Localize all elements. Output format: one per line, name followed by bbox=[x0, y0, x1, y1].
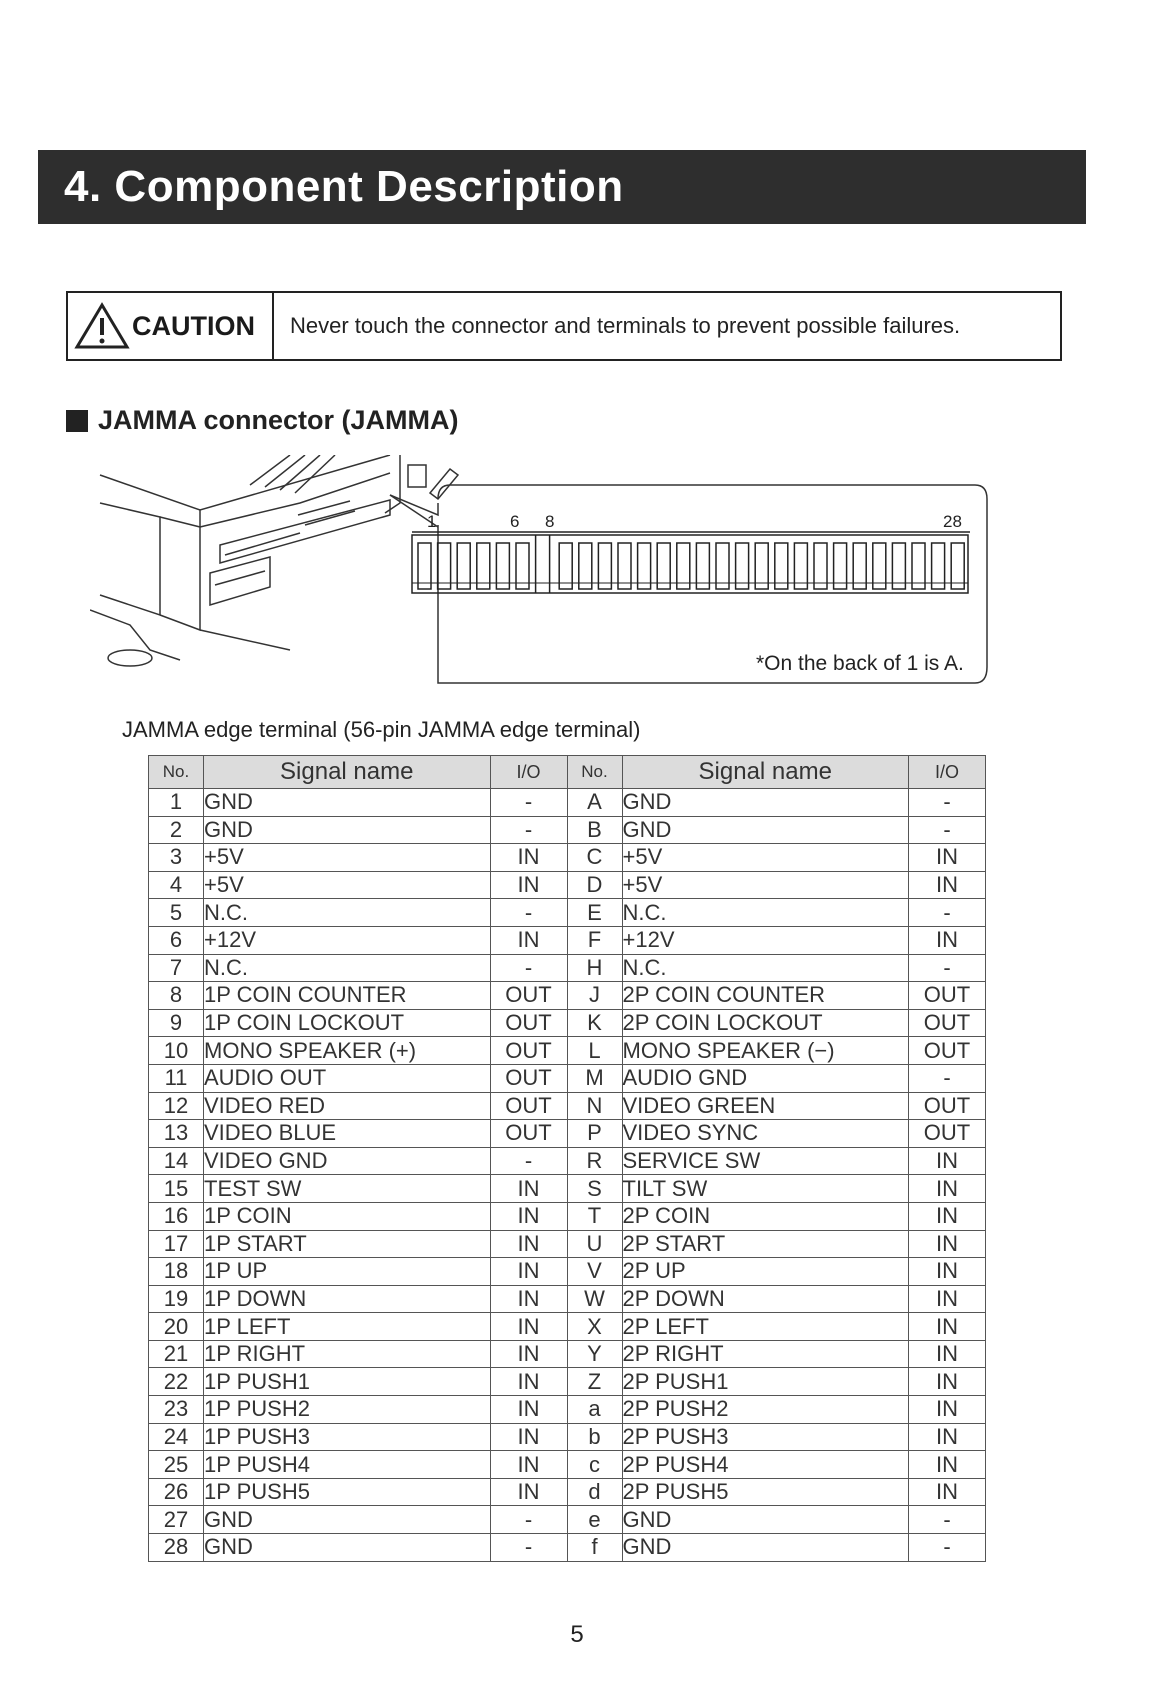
pin-number: 17 bbox=[149, 1230, 204, 1258]
signal-name-back: 2P COIN COUNTER bbox=[622, 982, 909, 1010]
warning-triangle-icon bbox=[74, 302, 130, 350]
pin-label-1: 1 bbox=[427, 512, 437, 531]
io-direction: IN bbox=[490, 1478, 567, 1506]
table-row bbox=[149, 1396, 986, 1424]
pin-number: 5 bbox=[149, 899, 204, 927]
io-direction: - bbox=[490, 899, 567, 927]
signal-name: 1P COIN LOCKOUT bbox=[204, 1009, 491, 1037]
section-title-bar bbox=[38, 150, 1086, 224]
signal-name: 1P PUSH4 bbox=[204, 1451, 491, 1479]
table-row bbox=[149, 1478, 986, 1506]
pin-label-6: 6 bbox=[510, 512, 520, 531]
pin-number: 28 bbox=[149, 1534, 204, 1562]
pin-number: 12 bbox=[149, 1092, 204, 1120]
signal-name: +5V bbox=[204, 844, 491, 872]
signal-name: 1P COIN COUNTER bbox=[204, 982, 491, 1010]
signal-name: 1P COIN bbox=[204, 1202, 491, 1230]
pin-letter: Z bbox=[567, 1368, 622, 1396]
edge-pin bbox=[579, 543, 592, 589]
signal-name: GND bbox=[204, 1534, 491, 1562]
jamma-connector-diagram bbox=[90, 455, 1070, 695]
io-direction: - bbox=[490, 1506, 567, 1534]
io-direction-back: IN bbox=[909, 1230, 986, 1258]
io-direction: IN bbox=[490, 1175, 567, 1203]
edge-pin bbox=[814, 543, 827, 589]
io-direction-back: IN bbox=[909, 1285, 986, 1313]
io-direction: IN bbox=[490, 1313, 567, 1341]
signal-name-back: 2P PUSH4 bbox=[622, 1451, 909, 1479]
edge-pin bbox=[932, 543, 945, 589]
header-io-left: I/O bbox=[490, 756, 567, 789]
pin-number: 19 bbox=[149, 1285, 204, 1313]
pin-letter: b bbox=[567, 1423, 622, 1451]
signal-name: MONO SPEAKER (+) bbox=[204, 1037, 491, 1065]
table-row bbox=[149, 954, 986, 982]
pin-letter: e bbox=[567, 1506, 622, 1534]
signal-name-back: 2P LEFT bbox=[622, 1313, 909, 1341]
io-direction: IN bbox=[490, 1230, 567, 1258]
io-direction-back: IN bbox=[909, 844, 986, 872]
io-direction-back: IN bbox=[909, 1396, 986, 1424]
table-row bbox=[149, 1534, 986, 1562]
edge-pin bbox=[873, 543, 886, 589]
signal-name-back: VIDEO GREEN bbox=[622, 1092, 909, 1120]
io-direction-back: OUT bbox=[909, 1009, 986, 1037]
caution-label-cell bbox=[68, 293, 274, 359]
pin-number: 10 bbox=[149, 1037, 204, 1065]
edge-pin bbox=[496, 543, 509, 589]
pin-letter: R bbox=[567, 1147, 622, 1175]
signal-name-back: GND bbox=[622, 1534, 909, 1562]
io-direction-back: IN bbox=[909, 1340, 986, 1368]
signal-name: 1P LEFT bbox=[204, 1313, 491, 1341]
signal-name-back: N.C. bbox=[622, 954, 909, 982]
signal-name: GND bbox=[204, 1506, 491, 1534]
io-direction: OUT bbox=[490, 1037, 567, 1065]
io-direction-back: IN bbox=[909, 1175, 986, 1203]
caution-text: Never touch the connector and terminals to prevent possible failures. bbox=[290, 313, 961, 338]
signal-name-back: SERVICE SW bbox=[622, 1147, 909, 1175]
signal-name: +12V bbox=[204, 926, 491, 954]
signal-name-back: 2P COIN LOCKOUT bbox=[622, 1009, 909, 1037]
io-direction: OUT bbox=[490, 1120, 567, 1148]
table-row bbox=[149, 844, 986, 872]
edge-pin bbox=[736, 543, 749, 589]
caution-box bbox=[66, 291, 1062, 361]
io-direction-back: IN bbox=[909, 1451, 986, 1479]
signal-name-back: +5V bbox=[622, 871, 909, 899]
pin-assignment-table bbox=[148, 755, 986, 1562]
pin-number: 23 bbox=[149, 1396, 204, 1424]
back-note: *On the back of 1 is A. bbox=[756, 652, 964, 675]
table-row bbox=[149, 1064, 986, 1092]
signal-name: VIDEO RED bbox=[204, 1092, 491, 1120]
pin-number: 6 bbox=[149, 926, 204, 954]
io-direction: - bbox=[490, 1534, 567, 1562]
pin-letter: Y bbox=[567, 1340, 622, 1368]
signal-name-back: 2P RIGHT bbox=[622, 1340, 909, 1368]
signal-name: 1P DOWN bbox=[204, 1285, 491, 1313]
io-direction-back: IN bbox=[909, 1368, 986, 1396]
pin-number: 7 bbox=[149, 954, 204, 982]
table-row bbox=[149, 1423, 986, 1451]
io-direction: IN bbox=[490, 1340, 567, 1368]
table-row bbox=[149, 926, 986, 954]
pin-number: 8 bbox=[149, 982, 204, 1010]
io-direction-back: OUT bbox=[909, 1092, 986, 1120]
edge-pin bbox=[618, 543, 631, 589]
edge-pin bbox=[834, 543, 847, 589]
pin-letter: K bbox=[567, 1009, 622, 1037]
edge-pin bbox=[853, 543, 866, 589]
io-direction: IN bbox=[490, 1396, 567, 1424]
pcb-illustration bbox=[90, 455, 458, 666]
pin-letter: H bbox=[567, 954, 622, 982]
pin-number: 14 bbox=[149, 1147, 204, 1175]
pin-number: 16 bbox=[149, 1202, 204, 1230]
edge-pin bbox=[638, 543, 651, 589]
edge-pin bbox=[775, 543, 788, 589]
table-row bbox=[149, 1175, 986, 1203]
io-direction-back: OUT bbox=[909, 982, 986, 1010]
io-direction: - bbox=[490, 1147, 567, 1175]
table-caption: JAMMA edge terminal (56-pin JAMMA edge terminal) bbox=[122, 717, 641, 742]
pin-number: 15 bbox=[149, 1175, 204, 1203]
io-direction: - bbox=[490, 816, 567, 844]
io-direction: IN bbox=[490, 926, 567, 954]
signal-name: 1P PUSH3 bbox=[204, 1423, 491, 1451]
table-row bbox=[149, 816, 986, 844]
io-direction-back: - bbox=[909, 1506, 986, 1534]
pin-number: 27 bbox=[149, 1506, 204, 1534]
pin-letter: U bbox=[567, 1230, 622, 1258]
io-direction: IN bbox=[490, 1285, 567, 1313]
pin-number: 18 bbox=[149, 1258, 204, 1286]
header-signal-name-left: Signal name bbox=[204, 756, 491, 789]
table-row bbox=[149, 1340, 986, 1368]
pin-letter: N bbox=[567, 1092, 622, 1120]
table-row bbox=[149, 1258, 986, 1286]
io-direction: - bbox=[490, 789, 567, 817]
key-slot bbox=[536, 535, 550, 593]
edge-pin bbox=[438, 543, 451, 589]
io-direction: IN bbox=[490, 844, 567, 872]
io-direction-back: IN bbox=[909, 1423, 986, 1451]
header-no-left: No. bbox=[149, 756, 204, 789]
pin-number: 3 bbox=[149, 844, 204, 872]
table-row bbox=[149, 1147, 986, 1175]
edge-pin bbox=[657, 543, 670, 589]
pin-letter: F bbox=[567, 926, 622, 954]
io-direction: IN bbox=[490, 1258, 567, 1286]
io-direction: OUT bbox=[490, 1092, 567, 1120]
signal-name: 1P UP bbox=[204, 1258, 491, 1286]
signal-name: 1P PUSH1 bbox=[204, 1368, 491, 1396]
io-direction-back: IN bbox=[909, 1258, 986, 1286]
edge-pin bbox=[598, 543, 611, 589]
io-direction-back: - bbox=[909, 1534, 986, 1562]
table-row bbox=[149, 1037, 986, 1065]
io-direction: IN bbox=[490, 871, 567, 899]
pin-number: 20 bbox=[149, 1313, 204, 1341]
pin-letter: P bbox=[567, 1120, 622, 1148]
pin-number: 11 bbox=[149, 1064, 204, 1092]
io-direction: OUT bbox=[490, 1009, 567, 1037]
pin-letter: M bbox=[567, 1064, 622, 1092]
edge-pin bbox=[755, 543, 768, 589]
io-direction: IN bbox=[490, 1423, 567, 1451]
table-row bbox=[149, 1092, 986, 1120]
io-direction: IN bbox=[490, 1202, 567, 1230]
edge-pin bbox=[457, 543, 470, 589]
pin-letter: f bbox=[567, 1534, 622, 1562]
edge-pin bbox=[912, 543, 925, 589]
signal-name: VIDEO GND bbox=[204, 1147, 491, 1175]
pin-letter: W bbox=[567, 1285, 622, 1313]
pin-letter: T bbox=[567, 1202, 622, 1230]
edge-pin bbox=[794, 543, 807, 589]
pin-letter: a bbox=[567, 1396, 622, 1424]
edge-pin bbox=[696, 543, 709, 589]
table-row bbox=[149, 899, 986, 927]
signal-name-back: GND bbox=[622, 789, 909, 817]
edge-pin bbox=[716, 543, 729, 589]
signal-name-back: +5V bbox=[622, 844, 909, 872]
pin-number: 24 bbox=[149, 1423, 204, 1451]
header-signal-name-right: Signal name bbox=[622, 756, 909, 789]
io-direction-back: - bbox=[909, 789, 986, 817]
pin-letter: J bbox=[567, 982, 622, 1010]
signal-name: VIDEO BLUE bbox=[204, 1120, 491, 1148]
table-row bbox=[149, 871, 986, 899]
pin-number: 25 bbox=[149, 1451, 204, 1479]
header-io-right: I/O bbox=[909, 756, 986, 789]
signal-name: 1P PUSH5 bbox=[204, 1478, 491, 1506]
pin-letter: V bbox=[567, 1258, 622, 1286]
pin-number: 1 bbox=[149, 789, 204, 817]
pin-letter: S bbox=[567, 1175, 622, 1203]
signal-name: +5V bbox=[204, 871, 491, 899]
pin-letter: B bbox=[567, 816, 622, 844]
signal-name: TEST SW bbox=[204, 1175, 491, 1203]
pin-number: 21 bbox=[149, 1340, 204, 1368]
signal-name-back: VIDEO SYNC bbox=[622, 1120, 909, 1148]
pin-number: 26 bbox=[149, 1478, 204, 1506]
signal-name-back: AUDIO GND bbox=[622, 1064, 909, 1092]
table-header-row bbox=[149, 756, 986, 789]
page-number: 5 bbox=[570, 1621, 584, 1648]
pin-letter: A bbox=[567, 789, 622, 817]
table-row bbox=[149, 1285, 986, 1313]
edge-pin bbox=[677, 543, 690, 589]
pin-letter: d bbox=[567, 1478, 622, 1506]
table-row bbox=[149, 1120, 986, 1148]
signal-name: 1P RIGHT bbox=[204, 1340, 491, 1368]
signal-name-back: 2P PUSH3 bbox=[622, 1423, 909, 1451]
signal-name-back: 2P DOWN bbox=[622, 1285, 909, 1313]
io-direction-back: IN bbox=[909, 1147, 986, 1175]
io-direction-back: IN bbox=[909, 1478, 986, 1506]
signal-name: GND bbox=[204, 816, 491, 844]
table-row bbox=[149, 789, 986, 817]
table-row bbox=[149, 1313, 986, 1341]
pin-letter: L bbox=[567, 1037, 622, 1065]
table-row bbox=[149, 1506, 986, 1534]
io-direction-back: IN bbox=[909, 1313, 986, 1341]
signal-name-back: 2P START bbox=[622, 1230, 909, 1258]
connector-heading bbox=[66, 405, 459, 436]
pin-letter: E bbox=[567, 899, 622, 927]
io-direction: OUT bbox=[490, 1064, 567, 1092]
signal-name-back: GND bbox=[622, 816, 909, 844]
edge-connector bbox=[412, 532, 970, 593]
edge-pin bbox=[418, 543, 431, 589]
io-direction-back: IN bbox=[909, 1202, 986, 1230]
pin-letter: C bbox=[567, 844, 622, 872]
edge-pin bbox=[477, 543, 490, 589]
connector-heading-text: JAMMA connector (JAMMA) bbox=[98, 405, 459, 435]
io-direction: - bbox=[490, 954, 567, 982]
signal-name-back: 2P PUSH2 bbox=[622, 1396, 909, 1424]
pin-letter: D bbox=[567, 871, 622, 899]
signal-name-back: N.C. bbox=[622, 899, 909, 927]
io-direction-back: OUT bbox=[909, 1120, 986, 1148]
signal-name: AUDIO OUT bbox=[204, 1064, 491, 1092]
pin-letter: X bbox=[567, 1313, 622, 1341]
pin-letter: c bbox=[567, 1451, 622, 1479]
signal-name-back: 2P PUSH5 bbox=[622, 1478, 909, 1506]
table-row bbox=[149, 1451, 986, 1479]
square-bullet-icon bbox=[66, 410, 88, 432]
signal-name: N.C. bbox=[204, 899, 491, 927]
signal-name-back: +12V bbox=[622, 926, 909, 954]
pin-number: 13 bbox=[149, 1120, 204, 1148]
io-direction-back: - bbox=[909, 899, 986, 927]
signal-name-back: GND bbox=[622, 1506, 909, 1534]
signal-name-back: 2P UP bbox=[622, 1258, 909, 1286]
signal-name: N.C. bbox=[204, 954, 491, 982]
signal-name-back: 2P PUSH1 bbox=[622, 1368, 909, 1396]
table-row bbox=[149, 982, 986, 1010]
table-row bbox=[149, 1202, 986, 1230]
edge-pin bbox=[951, 543, 964, 589]
edge-pin bbox=[559, 543, 572, 589]
signal-name: GND bbox=[204, 789, 491, 817]
io-direction: OUT bbox=[490, 982, 567, 1010]
pin-number: 2 bbox=[149, 816, 204, 844]
io-direction-back: IN bbox=[909, 926, 986, 954]
header-no-right: No. bbox=[567, 756, 622, 789]
signal-name-back: TILT SW bbox=[622, 1175, 909, 1203]
io-direction-back: - bbox=[909, 1064, 986, 1092]
caution-label: CAUTION bbox=[132, 310, 255, 341]
signal-name-back: MONO SPEAKER (−) bbox=[622, 1037, 909, 1065]
io-direction-back: - bbox=[909, 816, 986, 844]
signal-name: 1P START bbox=[204, 1230, 491, 1258]
signal-name: 1P PUSH2 bbox=[204, 1396, 491, 1424]
table-row bbox=[149, 1009, 986, 1037]
pin-number: 9 bbox=[149, 1009, 204, 1037]
section-title: 4. Component Description bbox=[64, 162, 624, 211]
pin-number: 22 bbox=[149, 1368, 204, 1396]
edge-pin bbox=[516, 543, 529, 589]
edge-pin bbox=[892, 543, 905, 589]
io-direction-back: - bbox=[909, 954, 986, 982]
io-direction: IN bbox=[490, 1368, 567, 1396]
table-row bbox=[149, 1368, 986, 1396]
pin-number: 4 bbox=[149, 871, 204, 899]
io-direction: IN bbox=[490, 1451, 567, 1479]
pin-label-8: 8 bbox=[545, 512, 555, 531]
pin-label-28: 28 bbox=[943, 512, 962, 531]
io-direction-back: IN bbox=[909, 871, 986, 899]
table-row bbox=[149, 1230, 986, 1258]
signal-name-back: 2P COIN bbox=[622, 1202, 909, 1230]
io-direction-back: OUT bbox=[909, 1037, 986, 1065]
